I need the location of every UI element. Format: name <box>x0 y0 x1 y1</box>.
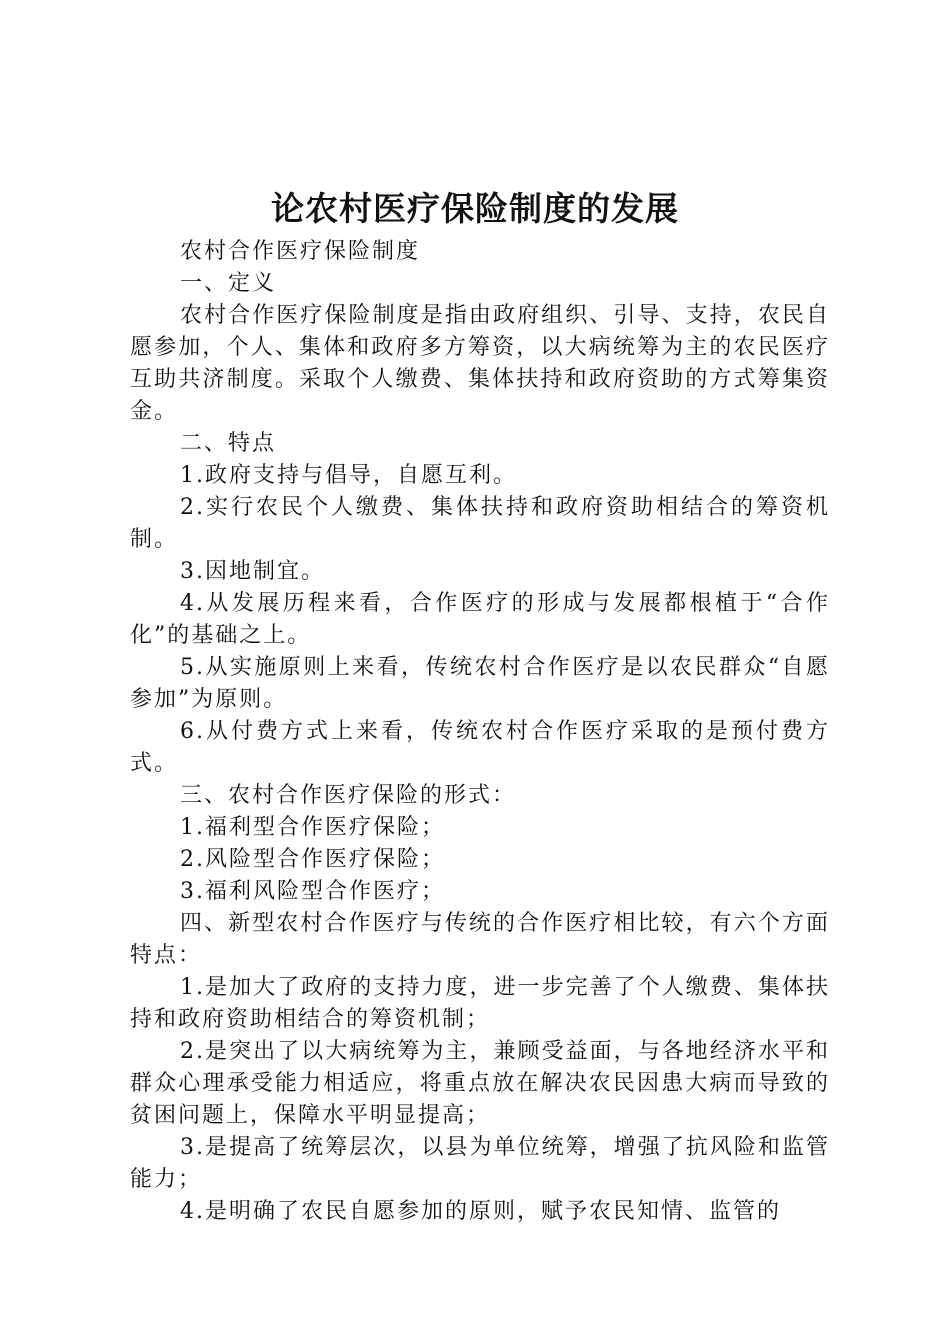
list-item: 1.是加大了政府的支持力度，进一步完善了个人缴费、集体扶持和政府资助相结合的筹资机制； <box>130 975 830 1032</box>
list-item: 4.是明确了农民自愿参加的原则，赋予农民知情、监管的 <box>180 1199 781 1224</box>
section-heading: 三、农村合作医疗保险的形式： <box>180 783 517 808</box>
list-item: 1.福利型合作医疗保险； <box>180 815 445 840</box>
list-item: 4.从发展历程来看，合作医疗的形成与发展都根植于“合作化”的基础之上。 <box>130 591 830 648</box>
document-title: 论农村医疗保险制度的发展 <box>271 189 679 228</box>
list-item: 2.是突出了以大病统筹为主，兼顾受益面，与各地经济水平和群众心理承受能力相适应，将重点放在解决农民因患大病而导致的贫困问题上，保障水平明显提高； <box>130 1039 830 1128</box>
section-heading: 一、定义 <box>180 271 277 296</box>
list-item: 2.风险型合作医疗保险； <box>180 847 445 872</box>
list-item: 6.从付费方式上来看，传统农村合作医疗采取的是预付费方式。 <box>130 719 830 776</box>
section-heading: 二、特点 <box>180 431 277 456</box>
list-item: 2.实行农民个人缴费、集体扶持和政府资助相结合的筹资机制。 <box>130 495 830 552</box>
paragraph: 农村合作医疗保险制度 <box>180 239 421 264</box>
section-heading: 四、新型农村合作医疗与传统的合作医疗相比较，有六个方面特点： <box>130 911 830 968</box>
list-item: 3.福利风险型合作医疗； <box>180 879 445 904</box>
document-body <box>130 236 830 1228</box>
list-item: 3.因地制宜。 <box>180 559 325 584</box>
list-item: 1.政府支持与倡导，自愿互利。 <box>180 463 517 488</box>
paragraph: 农村合作医疗保险制度是指由政府组织、引导、支持，农民自愿参加，个人、集体和政府多方筹资，以大病统筹为主的农民医疗互助共济制度。采取个人缴费、集体扶持和政府资助的方式筹集资金。 <box>130 303 830 424</box>
list-item: 3.是提高了统筹层次，以县为单位统筹，增强了抗风险和监管能力； <box>130 1135 830 1192</box>
list-item: 5.从实施原则上来看，传统农村合作医疗是以农民群众“自愿参加”为原则。 <box>130 655 830 712</box>
